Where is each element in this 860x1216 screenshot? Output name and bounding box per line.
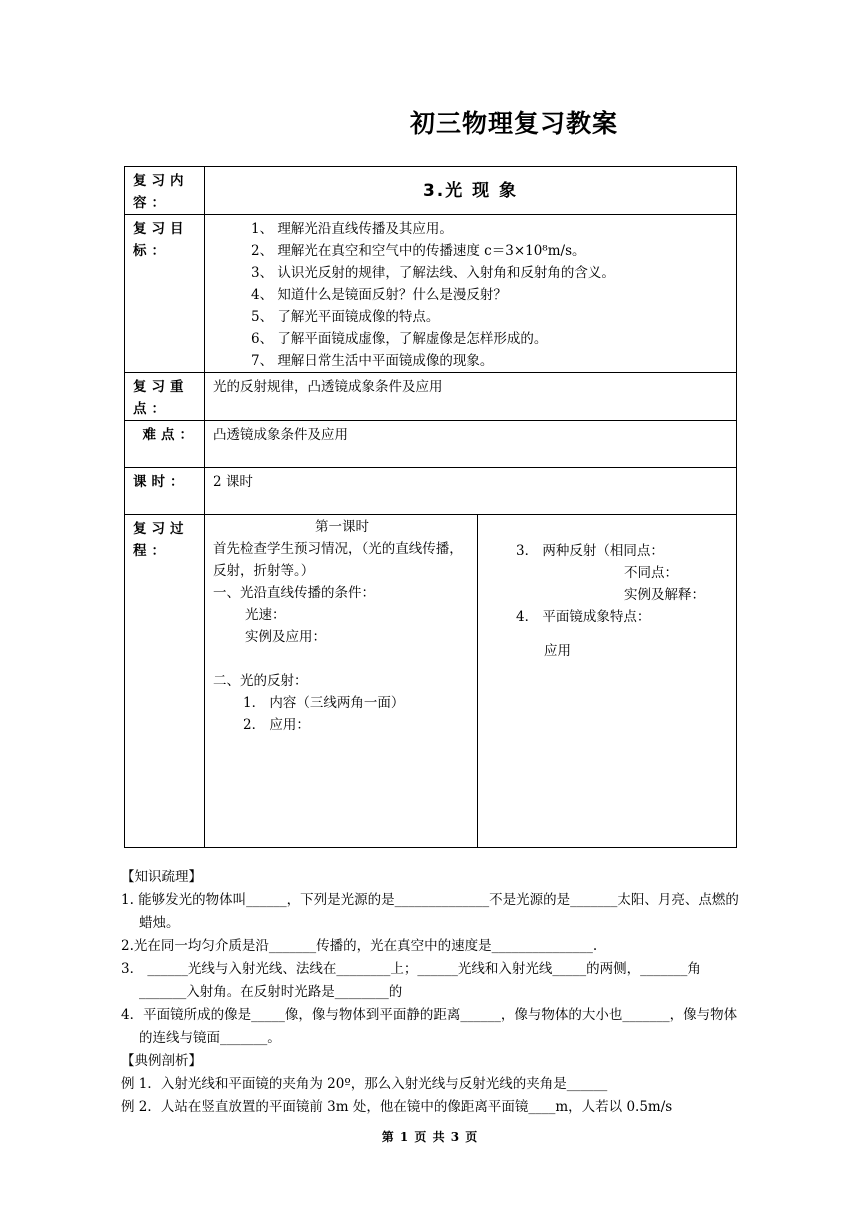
goal-item: 7、 理解日常生活中平面镜成像的现象。 bbox=[251, 353, 494, 369]
process-label: 复习过程： bbox=[125, 515, 205, 848]
section-2-item-2: 2． 应用： bbox=[243, 717, 310, 733]
section-1-heading: 一、光沿直线传播的条件： bbox=[213, 585, 375, 601]
difficulties-label: 难点： bbox=[125, 421, 205, 468]
goals-cell bbox=[205, 215, 737, 373]
process-intro: 首先检查学生预习情况，（光的直线传播，反射，折射等。） bbox=[213, 541, 463, 579]
section-2-item-1: 1． 内容（三线两角一面） bbox=[243, 695, 405, 711]
goal-item: 6、 了解平面镜成虚像，了解虚像是怎样形成的。 bbox=[251, 331, 548, 347]
difficulties-value: 凸透镜成象条件及应用 bbox=[205, 421, 737, 468]
goal-item: 2、 理解光在真空和空气中的传播速度 c＝3×10⁸m/s。 bbox=[251, 243, 586, 259]
content-label: 复习内容： bbox=[125, 167, 205, 215]
goal-item: 4、 知道什么是镜面反射？什么是漫反射？ bbox=[251, 287, 507, 303]
mirror-features: 4． 平面镜成象特点： bbox=[516, 609, 651, 625]
document-title: 初三物理复习教案 bbox=[410, 109, 619, 138]
goal-item: 3、 认识光反射的规律，了解法线、入射角和反射角的含义。 bbox=[251, 265, 615, 281]
section-2-heading: 二、光的反射： bbox=[213, 673, 308, 689]
content-value: 3.光 现 象 bbox=[422, 181, 519, 201]
content-cell bbox=[205, 167, 737, 215]
process-cell bbox=[205, 515, 737, 848]
key-points-value: 光的反射规律，凸透镜成象条件及应用 bbox=[205, 373, 737, 421]
process-right-column bbox=[478, 515, 736, 847]
process-left-column bbox=[205, 515, 478, 847]
reflection-differences: 不同点： bbox=[624, 565, 678, 581]
question-4: 4．平面镜所成的像是_____像，像与物体到平面静的距离______，像与物体的大小也_______，像与物体的连线与镜面_______。 bbox=[121, 1007, 738, 1046]
question-2: 2.光在同一均匀介质是沿_______传播的，光在真空中的速度是_______________. bbox=[121, 938, 598, 954]
goal-item: 1、 理解光沿直线传播及其应用。 bbox=[251, 221, 453, 237]
examples-heading: 【典例剖析】 bbox=[121, 1053, 202, 1069]
hours-value: 2 课时 bbox=[205, 468, 737, 515]
reflection-examples: 实例及解释： bbox=[624, 587, 705, 603]
example-1: 例 1．入射光线和平面镜的夹角为 20º，那么入射光线与反射光线的夹角是______ bbox=[121, 1076, 608, 1092]
lesson-title: 第一课时 bbox=[315, 519, 369, 535]
question-1: 1. 能够发光的物体叫______，下列是光源的是______________不是光源的是_______太阳、月亮、点燃的蜡烛。 bbox=[121, 892, 739, 931]
key-points-label: 复习重点： bbox=[125, 373, 205, 421]
knowledge-section bbox=[121, 866, 741, 1119]
section-1-speed: 光速： bbox=[245, 607, 286, 623]
page-footer: 第 1 页 共 3 页 bbox=[381, 1130, 479, 1144]
hours-label: 课时： bbox=[125, 468, 205, 515]
section-1-examples: 实例及应用： bbox=[245, 629, 326, 645]
example-2: 例 2．人站在竖直放置的平面镜前 3m 处，他在镜中的像距离平面镜____m，人若以 0.5m/s bbox=[121, 1099, 673, 1115]
goals-label: 复习目标： bbox=[125, 215, 205, 373]
reflection-types: 3． 两种反射（相同点： bbox=[516, 543, 664, 559]
lesson-plan-table bbox=[124, 166, 737, 848]
knowledge-heading: 【知识疏理】 bbox=[121, 869, 202, 885]
mirror-applications: 应用 bbox=[544, 643, 571, 659]
goal-item: 5、 了解光平面镜成像的特点。 bbox=[251, 309, 440, 325]
goals-list bbox=[213, 218, 728, 372]
question-3: 3． ______光线与入射光线、法线在________上；______光线和入射光线_____的两侧，_______角_______入射角。在反射时光路是________的 bbox=[121, 961, 701, 1000]
